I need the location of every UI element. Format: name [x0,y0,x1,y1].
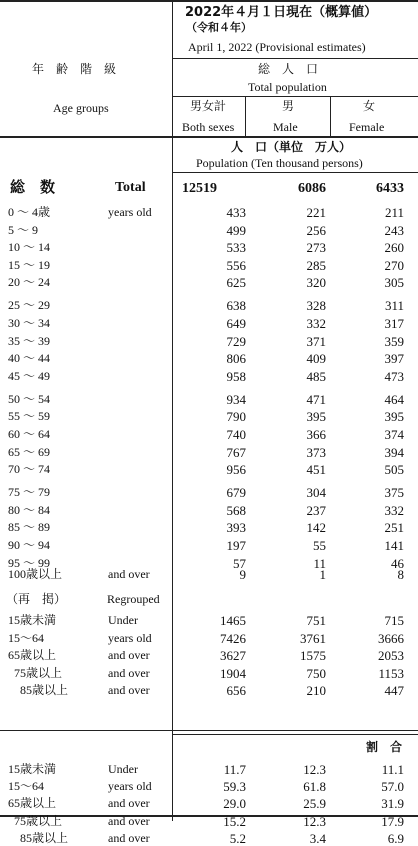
value-both: 433 [226,205,246,220]
ratio-both: 11.7 [223,762,246,777]
regrouped-en: Regrouped [107,592,160,606]
value-female: 375 [384,485,404,501]
regrouped-both: 656 [226,683,246,699]
age-label: 20 ～ 24 [8,275,51,290]
age-label: 75 ～ 79 [8,485,51,500]
age-label: 85 ～ 89 [8,520,51,535]
value-male: 273 [306,240,326,256]
ratio-female: 31.9 [381,796,404,812]
value-both: 767 [226,444,246,460]
regrouped-age-label: 65歳以上 [8,648,57,663]
regrouped-male: 1575 [300,648,326,664]
value-male: 485 [306,368,326,384]
ratio-male: 25.9 [303,796,326,812]
value-both: 790 [226,409,246,425]
value-both: 625 [226,275,246,291]
regrouped-age-label: 75歳以上 [14,665,63,680]
ratio-age-label: 15～64 [8,779,45,794]
value-both: 679 [226,485,246,501]
value-both: 556 [226,257,246,273]
regrouped-male: 750 [306,665,326,681]
header-age-jp: 年 齢 階 級 [32,62,117,76]
value-male: 395 [306,409,326,425]
age-label: 40 ～ 44 [8,351,51,366]
age-label: 10 ～ 14 [8,240,51,255]
ratio-both: 15.2 [223,813,246,829]
ratio-suffix: and over [108,813,150,828]
ratio-suffix: and over [108,830,150,845]
ratio-female: 57.0 [381,779,404,795]
value-both: 958 [226,368,246,384]
ratio-both: 59.3 [223,779,246,795]
regrouped-age-label: 15～64 [8,630,45,645]
value-male: 328 [306,298,326,314]
header-bottom-rule [0,136,418,138]
ratio-suffix: years old [108,779,152,794]
value-female: 243 [384,222,404,238]
age-label: 100歳以上 [8,567,63,581]
regrouped-male: 210 [306,683,326,699]
header-vline-left [172,0,173,137]
age-label: 90 ～ 94 [8,538,51,552]
ratio-male: 12.3 [303,813,326,829]
value-both: 568 [226,502,246,518]
ratio-female: 6.9 [387,830,404,846]
header-female-en: Female [349,120,385,134]
value-both: 638 [226,298,246,314]
value-female: 505 [384,462,404,478]
header-both-jp: 男女計 [190,99,227,113]
header-male-en: Male [273,120,298,134]
total-en: Total [115,180,146,195]
value-female: 395 [384,409,404,425]
age-label: 35 ～ 39 [8,333,51,348]
value-male: 256 [306,222,326,238]
value-female: 8 [397,567,404,582]
header-date-rule [172,58,418,59]
value-male: 366 [306,427,326,442]
value-female: 374 [384,427,404,442]
value-male: 451 [306,462,326,478]
regrouped-suffix: and over [108,665,150,680]
total-male: 6086 [298,181,326,196]
value-both: 57 [233,555,246,571]
total-both: 12519 [182,181,217,196]
value-female: 332 [384,502,404,518]
value-female: 397 [384,351,404,367]
value-both: 806 [226,351,246,367]
age-label: 55 ～ 59 [8,409,51,424]
ratio-rule-inner [172,734,418,735]
regrouped-both: 3627 [220,648,246,664]
regrouped-age-label: 15歳未満 [8,613,57,627]
value-female: 260 [384,240,404,256]
header-date-en: April 1, 2022 (Provisional estimates) [188,40,366,54]
value-female: 305 [384,275,404,291]
age-label: 80 ～ 84 [8,502,51,517]
header-vline-female [330,96,331,137]
value-male: 285 [306,257,326,273]
regrouped-jp: （再 掲） [6,592,67,606]
value-male: 237 [306,502,326,518]
regrouped-suffix: Under [108,613,138,627]
value-female: 251 [384,520,404,536]
ratio-heading: 割 合 [366,740,403,754]
total-jp: 総 数 [10,178,56,196]
value-female: 270 [384,257,404,273]
value-both: 393 [226,520,246,536]
regrouped-female: 3666 [378,630,404,646]
unit-jp: 人 口（単位 万人） [231,140,352,154]
ratio-age-label: 15歳未満 [8,762,57,776]
ratio-age-label: 65歳以上 [8,796,57,811]
ratio-male: 12.3 [303,762,326,777]
regrouped-age-label: 85歳以上 [20,683,69,698]
ratio-suffix: and over [108,796,150,811]
age-label: 15 ～ 19 [8,257,51,272]
value-female: 464 [384,391,404,407]
value-male: 11 [313,555,326,571]
regrouped-female: 715 [384,613,404,628]
value-male: 332 [306,316,326,331]
age-label: 70 ～ 74 [8,462,51,477]
value-female: 359 [384,333,404,349]
age-label: 45 ～ 49 [8,368,51,383]
top-rule [0,0,418,2]
ratio-both: 5.2 [229,830,246,846]
header-both-en: Both sexes [182,120,235,134]
ratio-female: 11.1 [381,762,404,777]
value-female: 473 [384,368,404,384]
ratio-both: 29.0 [223,796,246,812]
value-both: 649 [226,316,246,331]
value-female: 317 [384,316,404,331]
value-male: 304 [306,485,326,501]
value-both: 9 [239,567,246,582]
header-era-jp: （令和４年） [186,21,252,34]
ratio-age-label: 75歳以上 [14,813,63,828]
value-both: 956 [226,462,246,478]
value-both: 934 [226,391,246,407]
regrouped-suffix: and over [108,683,150,698]
body-vline [172,137,173,821]
value-both: 499 [226,222,246,238]
age-label: 5 ～ 9 [8,222,39,237]
header-date-jp: 2022年４月１日現在（概算値） [185,5,378,20]
value-both: 729 [226,333,246,349]
unit-en: Population (Ten thousand persons) [196,156,363,170]
value-female: 211 [384,205,404,220]
regrouped-female: 1153 [378,665,404,681]
ratio-age-label: 85歳以上 [20,830,69,845]
value-female: 394 [384,444,404,460]
regrouped-both: 1904 [220,665,246,681]
value-female: 46 [391,555,404,571]
value-both: 740 [226,427,246,442]
header-pop-rule [172,96,418,97]
age-label: 65 ～ 69 [8,444,51,459]
value-male: 142 [306,520,326,536]
header-male-jp: 男 [282,99,295,113]
value-both: 533 [226,240,246,256]
unit-rule [172,172,418,173]
age-label: 30 ～ 34 [8,316,51,330]
regrouped-male: 3761 [300,630,326,646]
ratio-female: 17.9 [381,813,404,829]
value-male: 373 [306,444,326,460]
header-pop-en: Total population [248,80,327,94]
ratio-suffix: Under [108,762,138,776]
value-male: 371 [306,333,326,349]
age-label: 25 ～ 29 [8,298,51,313]
regrouped-female: 2053 [378,648,404,664]
regrouped-female: 447 [384,683,404,699]
regrouped-suffix: and over [108,648,150,663]
age-label: 60 ～ 64 [8,427,51,441]
ratio-male: 3.4 [309,830,326,846]
ratio-rule [0,730,418,731]
regrouped-suffix: years old [108,630,152,645]
value-male: 320 [306,275,326,291]
regrouped-both: 7426 [220,630,246,646]
age-suffix: and over [108,567,150,581]
value-male: 1 [319,567,326,582]
value-female: 141 [384,538,404,553]
age-suffix: years old [108,205,152,219]
age-label: 0 ～ 4歳 [8,205,51,219]
regrouped-both: 1465 [220,613,246,628]
header-female-jp: 女 [363,99,376,113]
value-male: 221 [306,205,326,220]
value-male: 471 [306,391,326,407]
header-age-en: Age groups [53,101,109,115]
ratio-male: 61.8 [303,779,326,795]
value-female: 311 [384,298,404,314]
header-vline-male [245,96,246,137]
total-female: 6433 [376,181,404,196]
value-male: 409 [306,351,326,367]
value-both: 197 [226,538,246,553]
regrouped-male: 751 [306,613,326,628]
header-pop-jp: 総 人 口 [258,62,319,76]
age-label: 50 ～ 54 [8,391,51,406]
value-male: 55 [313,538,326,553]
age-label: 95 ～ 99 [8,555,51,570]
